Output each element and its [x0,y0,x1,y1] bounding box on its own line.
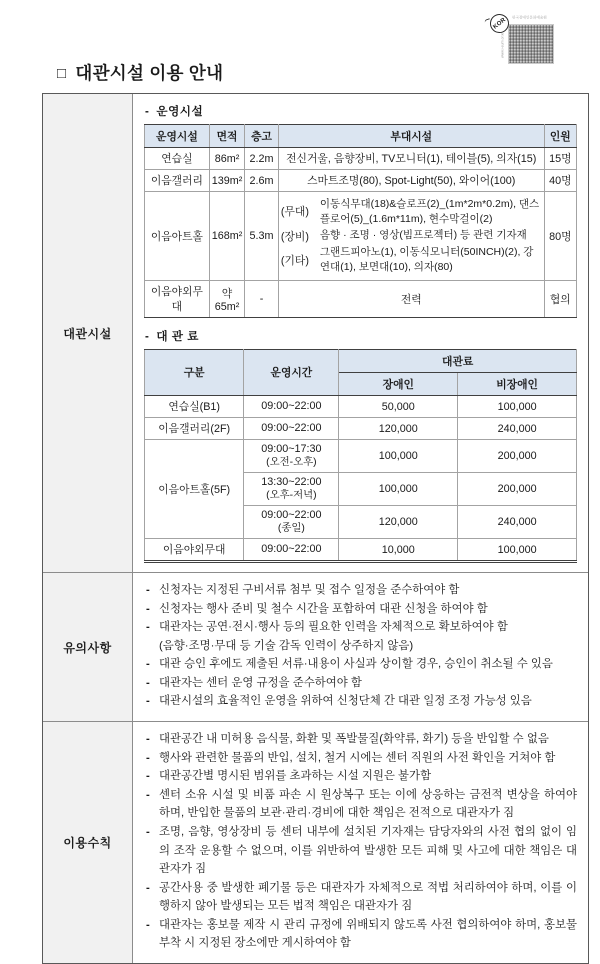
fee-nondisabled-cell: 240,000 [458,418,577,440]
amenity-text: 음향 · 조명 · 영상(빔프로젝터) 등 관련 기자재 [319,229,527,242]
fee-hours-session: (오전-오후) [266,456,317,468]
fee-nondisabled-cell: 100,000 [458,396,577,418]
bullet-text: 대관공간 내 미허용 음식물, 화환 및 폭발물질(화약류, 화기) 등을 반입할 수 없음 [159,733,549,746]
facility-name-cell: 이음갤러리 [145,170,210,192]
facility-area-cell: 168m² [209,192,244,281]
facilities-heading [145,103,577,119]
bullet-item [146,879,577,916]
fees-row [145,418,577,440]
section-label-rules: 이용수칙 [43,721,133,963]
info-table [42,93,589,964]
bullet-item [146,581,577,600]
col-capacity: 인원 [544,125,576,148]
fees-heading [145,328,577,344]
facilities-row [145,281,577,318]
amenity-tag: (무대) [280,206,309,219]
fee-hours-cell [244,506,339,539]
fee-hours-time: 09:00~17:30 [261,443,322,456]
fee-hours-session: (종일) [277,522,305,534]
facilities-table [144,124,577,318]
fee-disabled-cell: 100,000 [339,473,458,506]
fee-nondisabled-cell: 200,000 [458,440,577,473]
facility-area-cell: 86m² [209,148,244,170]
bullet-text: 공간사용 중 발생한 폐기물 등은 대관자가 자체적으로 적법 처리하여야 하며, 이를 이행하지 않아 발생되는 모든 법적 책임은 대관자가 짐 [159,881,577,913]
fee-nondisabled-cell: 240,000 [458,506,577,539]
bullet-dash: - [146,788,150,801]
col-nondisabled: 비장애인 [458,373,577,396]
facility-height-cell: 2.2m [245,148,279,170]
fee-disabled-cell: 100,000 [339,440,458,473]
bullet-item [146,600,577,619]
section-content-notes [133,572,588,721]
fee-hours-time: 09:00~22:00 [261,542,322,555]
page-title [57,60,223,85]
bullet-dash: - [145,330,150,344]
bullet-dash: - [146,602,150,615]
bullet-dash: - [146,658,150,671]
org-url: www.i-eum.or.kr [500,32,505,58]
bullet-text: 대관자는 센터 운영 규정을 준수하여야 함 [159,676,362,689]
facility-area-cell: 139m² [209,170,244,192]
fee-hours-session: (오후-저녁) [266,489,317,501]
fee-hours-cell [244,440,339,473]
col-hours: 운영시간 [244,350,339,396]
bullet-dash: - [146,676,150,689]
fee-hours-time: 09:00~22:00 [261,509,322,522]
bullet-text: 대관자는 공연·전시·행사 등의 필요한 인력을 자체적으로 확보하여야 함 (음향·조명·무대 등 기술 감독 인력이 상주하지 않음) [159,618,577,655]
facilities-row [145,192,577,281]
facility-name-cell: 이음아트홀 [145,192,210,281]
fee-disabled-cell: 10,000 [339,539,458,562]
bullet-subtext: (음향·조명·무대 등 기술 감독 인력이 상주하지 않음) [159,639,414,652]
fee-hours-time: 13:30~22:00 [261,476,322,489]
bullet-dash: - [146,733,150,746]
fee-disabled-cell: 50,000 [339,396,458,418]
facility-amenities-cell: 전력 [278,281,544,318]
fee-type-cell: 이음야외무대 [145,539,244,562]
facility-height-cell: 2.6m [245,170,279,192]
fees-row [145,440,577,473]
fee-nondisabled-cell: 200,000 [458,473,577,506]
org-stamp [492,12,558,64]
fee-hours-time: 09:00~22:00 [261,421,322,434]
bullet-item [146,767,577,786]
bullet-text: 대관자는 홍보물 제작 시 관리 규정에 위배되지 않도록 사전 협의하여야 하며, 홍보물 부착 시 지정된 장소에만 게시하여야 함 [159,918,577,950]
facilities-heading-text: 운영시설 [156,105,204,118]
bullet-item [146,786,577,823]
bullet-item [146,730,577,749]
bullet-text: 대관공간별 명시된 범위를 초과하는 시설 지원은 불가함 [159,770,432,783]
section-label-rental: 대관시설 [43,94,133,572]
bullet-dash: - [146,770,150,783]
bullet-dash: - [145,105,150,118]
amenity-group [281,228,542,243]
page-title-text: 대관시설 이용 안내 [75,63,224,83]
facility-amenities-cell [278,192,544,281]
amenity-text: 그랜드피아노(1), 이동식모니터(50INCH)(2), 강연대(1), 보면대(10), 의자(80) [319,246,534,274]
fee-hours-cell [244,473,339,506]
bullet-text: 대관시설의 효율적인 운영을 위하여 신청단체 간 대관 일정 조정 가능성 있음 [159,695,532,708]
facility-height-cell: 5.3m [245,192,279,281]
facility-capacity-cell: 15명 [544,148,576,170]
bullet-text: 센터 소유 시설 및 비품 파손 시 원상복구 또는 이에 상응하는 금전적 변상을 하여야 하며, 반입한 물품의 보관·관리·경비에 대한 책임은 전적으로 대관자가 짐 [159,788,577,820]
col-height: 층고 [245,125,279,148]
amenity-text: 이동식무대(18)&슬로프(2)_(1m*2m*0.2m), 댄스플로어(5)_(1.6m*11m), 현수막걸이(2) [319,197,540,225]
bullet-text: 신청자는 행사 준비 및 철수 시간을 포함하여 대관 신청을 하여야 함 [159,602,488,615]
fee-nondisabled-cell: 100,000 [458,539,577,562]
fee-type-cell: 이음아트홀(5F) [145,440,244,539]
fee-hours-cell [244,396,339,418]
bullet-text: 행사와 관련한 물품의 반입, 설치, 철거 시에는 센터 직원의 사전 확인을 거쳐야 함 [159,751,556,764]
checkbox-glyph: □ [57,65,67,82]
col-amenities: 부대시설 [278,125,544,148]
facility-capacity-cell: 40명 [544,170,576,192]
amenity-group [281,245,542,275]
bullet-dash: - [146,584,150,596]
notes-list [144,581,577,711]
col-type: 구분 [145,350,244,396]
bullet-dash: - [146,825,150,838]
fees-row [145,539,577,562]
facility-amenities-cell: 스마트조명(80), Spot-Light(50), 와이어(100) [278,170,544,192]
col-fee: 대관료 [339,350,577,373]
col-facility: 운영시설 [145,125,210,148]
fee-hours-cell [244,418,339,440]
bullet-dash: - [146,695,150,708]
facility-height-cell: - [245,281,279,318]
section-content-rules [133,721,588,963]
section-content-rental [133,94,588,572]
bullet-item [146,749,577,768]
amenity-tag: (장비) [280,230,309,243]
bullet-item [146,692,577,711]
facility-capacity-cell: 협의 [544,281,576,318]
fee-hours-cell [244,539,339,562]
facility-name-cell: 이음야외무대 [145,281,210,318]
facility-area-cell: 약65m² [209,281,244,318]
rules-list [144,730,577,953]
facility-name-cell: 연습실 [145,148,210,170]
bullet-dash: - [146,751,150,764]
facilities-row [145,170,577,192]
fee-type-cell: 이음갤러리(2F) [145,418,244,440]
bullet-item [146,674,577,693]
fees-header-row-1 [145,350,577,373]
fee-hours-time: 09:00~22:00 [261,399,322,412]
col-area: 면적 [209,125,244,148]
bullet-dash: - [146,621,150,634]
org-name: 한국장애인문화예술원 [512,15,547,20]
section-label-notes: 유의사항 [43,572,133,721]
bullet-text: 대관 승인 후에도 제출된 서류·내용이 사실과 상이할 경우, 승인이 취소될 수 있음 [159,658,553,671]
facilities-row [145,148,577,170]
amenity-group [281,197,542,227]
bullet-item [146,618,577,655]
bullet-text: 신청자는 지정된 구비서류 첨부 및 접수 일정을 준수하여야 함 [159,584,460,596]
kor-logo-text: KOR [492,16,507,31]
stamp-image [508,24,554,64]
bullet-item [146,823,577,879]
bullet-dash: - [146,918,150,931]
fee-disabled-cell: 120,000 [339,506,458,539]
bullet-text: 조명, 음향, 영상장비 등 센터 내부에 설치된 기자재는 담당자와의 사전 협의 없이 임의 조작 운용할 수 없으며, 이를 위반하여 발생한 모든 피해 및 사고에 대한 책임은 대관자가 짐 [159,825,577,876]
col-disabled: 장애인 [339,373,458,396]
fee-disabled-cell: 120,000 [339,418,458,440]
fee-type-cell: 연습실(B1) [145,396,244,418]
fees-row [145,396,577,418]
fees-heading-text: 대 관 료 [156,330,199,344]
bullet-dash: - [146,881,150,894]
fees-table [144,349,577,563]
facility-amenities-cell: 전신거울, 음향장비, TV모니터(1), 테이블(5), 의자(15) [278,148,544,170]
facility-capacity-cell: 80명 [544,192,576,281]
bullet-item [146,655,577,674]
facilities-header-row [145,125,577,148]
amenity-tag: (기타) [280,254,309,267]
bullet-item [146,916,577,953]
